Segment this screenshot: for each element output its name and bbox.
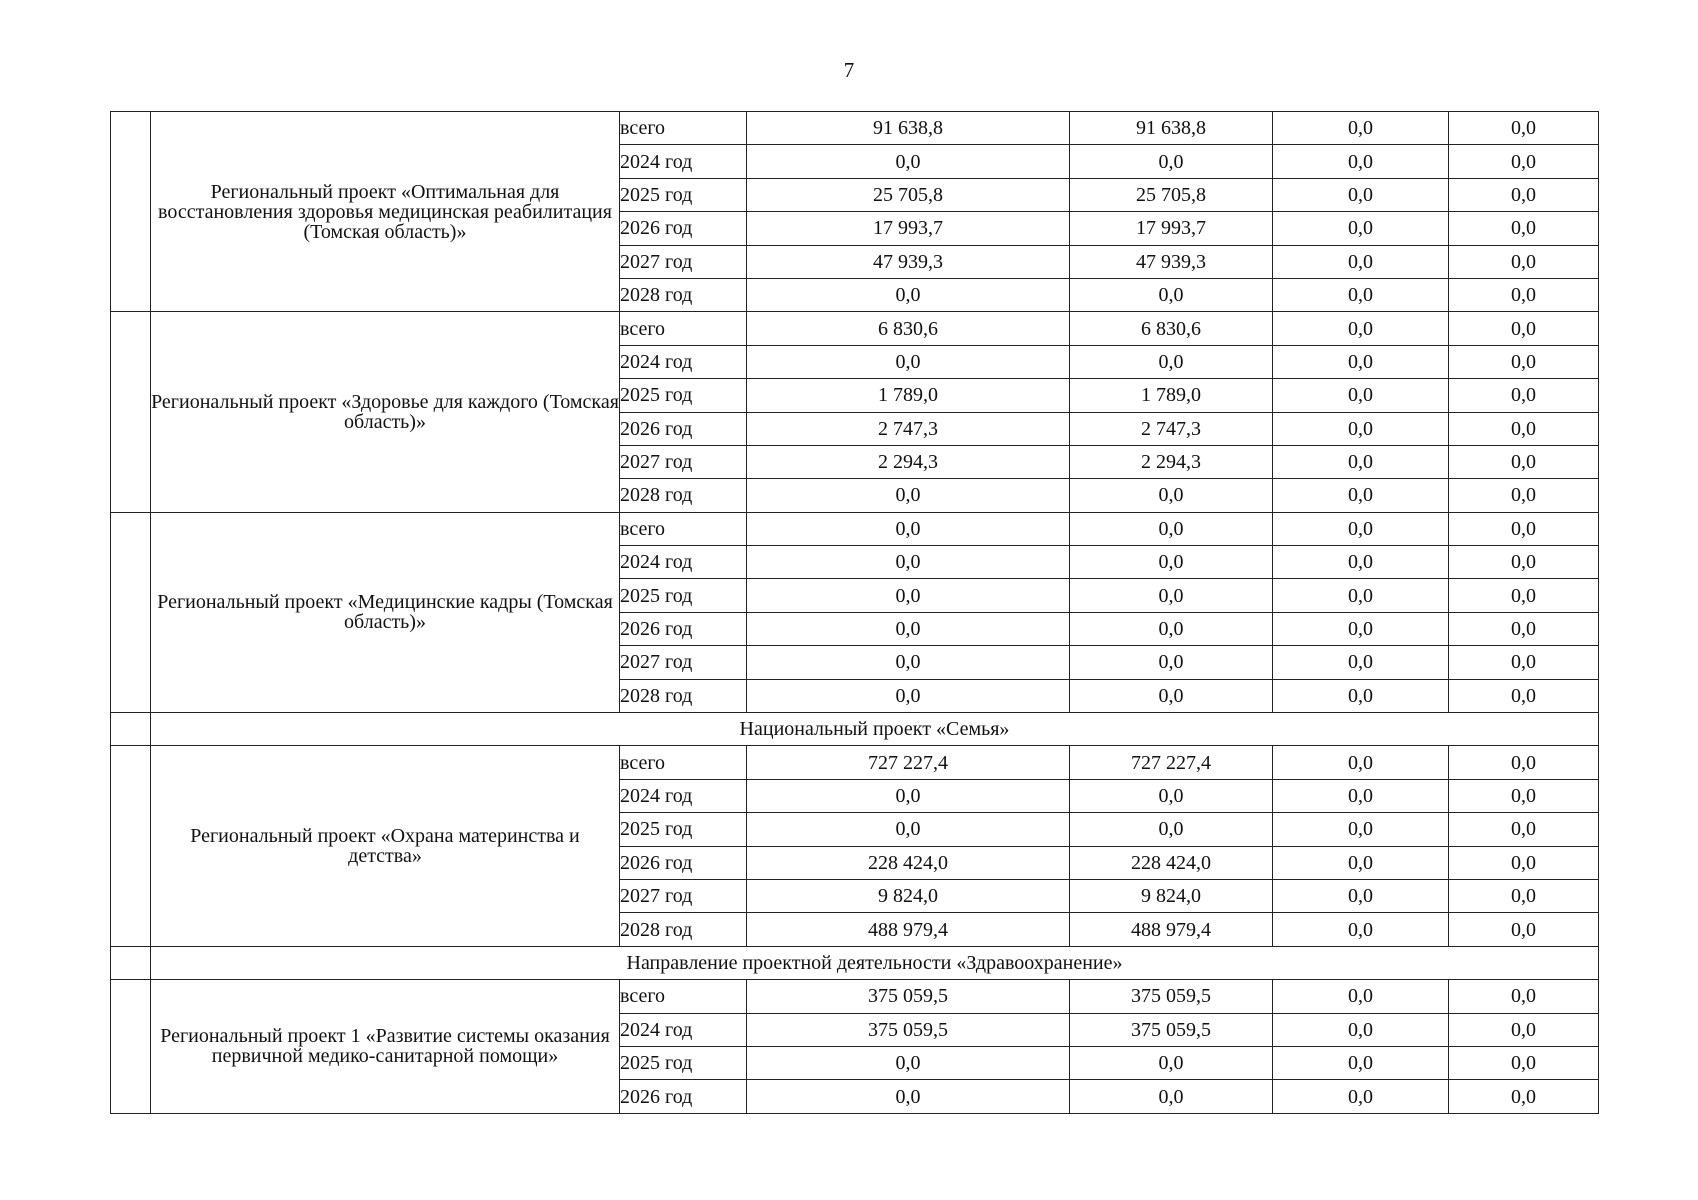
federal-budget-value: 0,0 bbox=[1273, 145, 1449, 178]
regional-budget-value: 0,0 bbox=[1070, 479, 1273, 512]
row-number-cell bbox=[111, 112, 151, 312]
row-number-cell bbox=[111, 713, 151, 746]
federal-budget-value: 0,0 bbox=[1273, 779, 1449, 812]
period-label: всего bbox=[620, 746, 747, 779]
regional-budget-value: 0,0 bbox=[1070, 779, 1273, 812]
period-label: 2026 год bbox=[620, 846, 747, 879]
total-value: 25 705,8 bbox=[747, 178, 1070, 211]
period-label: 2024 год bbox=[620, 1013, 747, 1046]
total-value: 2 747,3 bbox=[747, 412, 1070, 445]
regional-budget-value: 2 294,3 bbox=[1070, 445, 1273, 478]
other-sources-value: 0,0 bbox=[1449, 612, 1599, 645]
period-label: 2028 год bbox=[620, 278, 747, 311]
other-sources-value: 0,0 bbox=[1449, 846, 1599, 879]
period-label: 2027 год bbox=[620, 445, 747, 478]
period-label: всего bbox=[620, 312, 747, 345]
other-sources-value: 0,0 bbox=[1449, 579, 1599, 612]
other-sources-value: 0,0 bbox=[1449, 412, 1599, 445]
other-sources-value: 0,0 bbox=[1449, 1046, 1599, 1079]
period-label: 2026 год bbox=[620, 612, 747, 645]
total-value: 0,0 bbox=[747, 813, 1070, 846]
total-value: 375 059,5 bbox=[747, 1013, 1070, 1046]
regional-budget-value: 6 830,6 bbox=[1070, 312, 1273, 345]
other-sources-value: 0,0 bbox=[1449, 512, 1599, 545]
section-row bbox=[111, 946, 1599, 979]
project-name: Региональный проект «Медицинские кадры (Томская область)» bbox=[151, 512, 620, 712]
federal-budget-value: 0,0 bbox=[1273, 612, 1449, 645]
table-row bbox=[111, 512, 1599, 545]
other-sources-value: 0,0 bbox=[1449, 679, 1599, 712]
regional-budget-value: 91 638,8 bbox=[1070, 112, 1273, 145]
total-value: 9 824,0 bbox=[747, 879, 1070, 912]
funding-table bbox=[110, 111, 1599, 1114]
other-sources-value: 0,0 bbox=[1449, 879, 1599, 912]
federal-budget-value: 0,0 bbox=[1273, 913, 1449, 946]
row-number-cell bbox=[111, 980, 151, 1114]
other-sources-value: 0,0 bbox=[1449, 345, 1599, 378]
federal-budget-value: 0,0 bbox=[1273, 445, 1449, 478]
other-sources-value: 0,0 bbox=[1449, 1080, 1599, 1113]
federal-budget-value: 0,0 bbox=[1273, 245, 1449, 278]
period-label: 2025 год bbox=[620, 178, 747, 211]
period-label: 2028 год bbox=[620, 479, 747, 512]
total-value: 0,0 bbox=[747, 345, 1070, 378]
total-value: 0,0 bbox=[747, 679, 1070, 712]
period-label: 2027 год bbox=[620, 879, 747, 912]
other-sources-value: 0,0 bbox=[1449, 746, 1599, 779]
page-number: 7 bbox=[843, 58, 855, 82]
other-sources-value: 0,0 bbox=[1449, 379, 1599, 412]
federal-budget-value: 0,0 bbox=[1273, 980, 1449, 1013]
other-sources-value: 0,0 bbox=[1449, 212, 1599, 245]
total-value: 488 979,4 bbox=[747, 913, 1070, 946]
project-name: Региональный проект «Оптимальная для восстановления здоровья медицинская реабилитация (Томская область)» bbox=[151, 112, 620, 312]
total-value: 0,0 bbox=[747, 512, 1070, 545]
federal-budget-value: 0,0 bbox=[1273, 579, 1449, 612]
total-value: 0,0 bbox=[747, 1046, 1070, 1079]
other-sources-value: 0,0 bbox=[1449, 1013, 1599, 1046]
period-label: 2028 год bbox=[620, 913, 747, 946]
period-label: 2027 год bbox=[620, 646, 747, 679]
total-value: 0,0 bbox=[747, 1080, 1070, 1113]
row-number-cell bbox=[111, 946, 151, 979]
period-label: 2025 год bbox=[620, 1046, 747, 1079]
regional-budget-value: 17 993,7 bbox=[1070, 212, 1273, 245]
federal-budget-value: 0,0 bbox=[1273, 879, 1449, 912]
regional-budget-value: 0,0 bbox=[1070, 679, 1273, 712]
regional-budget-value: 488 979,4 bbox=[1070, 913, 1273, 946]
total-value: 0,0 bbox=[747, 612, 1070, 645]
total-value: 0,0 bbox=[747, 579, 1070, 612]
regional-budget-value: 0,0 bbox=[1070, 813, 1273, 846]
other-sources-value: 0,0 bbox=[1449, 779, 1599, 812]
table-body bbox=[111, 112, 1599, 1114]
federal-budget-value: 0,0 bbox=[1273, 1046, 1449, 1079]
federal-budget-value: 0,0 bbox=[1273, 813, 1449, 846]
total-value: 0,0 bbox=[747, 479, 1070, 512]
table-row bbox=[111, 746, 1599, 779]
period-label: 2026 год bbox=[620, 212, 747, 245]
period-label: всего bbox=[620, 512, 747, 545]
regional-budget-value: 2 747,3 bbox=[1070, 412, 1273, 445]
period-label: 2025 год bbox=[620, 813, 747, 846]
federal-budget-value: 0,0 bbox=[1273, 479, 1449, 512]
regional-budget-value: 9 824,0 bbox=[1070, 879, 1273, 912]
other-sources-value: 0,0 bbox=[1449, 145, 1599, 178]
federal-budget-value: 0,0 bbox=[1273, 312, 1449, 345]
regional-budget-value: 47 939,3 bbox=[1070, 245, 1273, 278]
regional-budget-value: 0,0 bbox=[1070, 278, 1273, 311]
total-value: 2 294,3 bbox=[747, 445, 1070, 478]
period-label: 2025 год bbox=[620, 379, 747, 412]
regional-budget-value: 0,0 bbox=[1070, 612, 1273, 645]
regional-budget-value: 25 705,8 bbox=[1070, 178, 1273, 211]
row-number-cell bbox=[111, 512, 151, 712]
table-row bbox=[111, 312, 1599, 345]
section-title: Национальный проект «Семья» bbox=[151, 713, 1599, 746]
total-value: 228 424,0 bbox=[747, 846, 1070, 879]
section-title: Направление проектной деятельности «Здравоохранение» bbox=[151, 946, 1599, 979]
federal-budget-value: 0,0 bbox=[1273, 846, 1449, 879]
period-label: всего bbox=[620, 980, 747, 1013]
federal-budget-value: 0,0 bbox=[1273, 345, 1449, 378]
period-label: 2028 год bbox=[620, 679, 747, 712]
other-sources-value: 0,0 bbox=[1449, 278, 1599, 311]
federal-budget-value: 0,0 bbox=[1273, 746, 1449, 779]
other-sources-value: 0,0 bbox=[1449, 445, 1599, 478]
regional-budget-value: 375 059,5 bbox=[1070, 980, 1273, 1013]
period-label: 2024 год bbox=[620, 779, 747, 812]
total-value: 0,0 bbox=[747, 278, 1070, 311]
regional-budget-value: 1 789,0 bbox=[1070, 379, 1273, 412]
period-label: 2024 год bbox=[620, 145, 747, 178]
regional-budget-value: 0,0 bbox=[1070, 1046, 1273, 1079]
period-label: 2024 год bbox=[620, 345, 747, 378]
period-label: 2024 год bbox=[620, 546, 747, 579]
period-label: 2026 год bbox=[620, 412, 747, 445]
project-name: Региональный проект «Охрана материнства и детства» bbox=[151, 746, 620, 946]
row-number-cell bbox=[111, 746, 151, 946]
table-row bbox=[111, 112, 1599, 145]
regional-budget-value: 228 424,0 bbox=[1070, 846, 1273, 879]
federal-budget-value: 0,0 bbox=[1273, 1080, 1449, 1113]
table-row bbox=[111, 980, 1599, 1013]
regional-budget-value: 0,0 bbox=[1070, 579, 1273, 612]
total-value: 0,0 bbox=[747, 779, 1070, 812]
total-value: 17 993,7 bbox=[747, 212, 1070, 245]
total-value: 1 789,0 bbox=[747, 379, 1070, 412]
total-value: 0,0 bbox=[747, 546, 1070, 579]
other-sources-value: 0,0 bbox=[1449, 112, 1599, 145]
other-sources-value: 0,0 bbox=[1449, 813, 1599, 846]
federal-budget-value: 0,0 bbox=[1273, 379, 1449, 412]
total-value: 47 939,3 bbox=[747, 245, 1070, 278]
other-sources-value: 0,0 bbox=[1449, 178, 1599, 211]
regional-budget-value: 0,0 bbox=[1070, 646, 1273, 679]
row-number-cell bbox=[111, 312, 151, 512]
federal-budget-value: 0,0 bbox=[1273, 112, 1449, 145]
project-name: Региональный проект 1 «Развитие системы оказания первичной медико-санитарной помощи» bbox=[151, 980, 620, 1114]
period-label: всего bbox=[620, 112, 747, 145]
other-sources-value: 0,0 bbox=[1449, 479, 1599, 512]
regional-budget-value: 375 059,5 bbox=[1070, 1013, 1273, 1046]
other-sources-value: 0,0 bbox=[1449, 646, 1599, 679]
total-value: 0,0 bbox=[747, 646, 1070, 679]
section-row bbox=[111, 713, 1599, 746]
project-name: Региональный проект «Здоровье для каждого (Томская область)» bbox=[151, 312, 620, 512]
regional-budget-value: 0,0 bbox=[1070, 145, 1273, 178]
other-sources-value: 0,0 bbox=[1449, 245, 1599, 278]
federal-budget-value: 0,0 bbox=[1273, 546, 1449, 579]
federal-budget-value: 0,0 bbox=[1273, 178, 1449, 211]
federal-budget-value: 0,0 bbox=[1273, 1013, 1449, 1046]
period-label: 2027 год bbox=[620, 245, 747, 278]
regional-budget-value: 0,0 bbox=[1070, 546, 1273, 579]
other-sources-value: 0,0 bbox=[1449, 546, 1599, 579]
total-value: 0,0 bbox=[747, 145, 1070, 178]
total-value: 375 059,5 bbox=[747, 980, 1070, 1013]
other-sources-value: 0,0 bbox=[1449, 980, 1599, 1013]
total-value: 727 227,4 bbox=[747, 746, 1070, 779]
regional-budget-value: 0,0 bbox=[1070, 512, 1273, 545]
regional-budget-value: 0,0 bbox=[1070, 345, 1273, 378]
regional-budget-value: 727 227,4 bbox=[1070, 746, 1273, 779]
total-value: 6 830,6 bbox=[747, 312, 1070, 345]
regional-budget-value: 0,0 bbox=[1070, 1080, 1273, 1113]
other-sources-value: 0,0 bbox=[1449, 913, 1599, 946]
federal-budget-value: 0,0 bbox=[1273, 646, 1449, 679]
federal-budget-value: 0,0 bbox=[1273, 679, 1449, 712]
federal-budget-value: 0,0 bbox=[1273, 212, 1449, 245]
total-value: 91 638,8 bbox=[747, 112, 1070, 145]
federal-budget-value: 0,0 bbox=[1273, 412, 1449, 445]
period-label: 2025 год bbox=[620, 579, 747, 612]
federal-budget-value: 0,0 bbox=[1273, 512, 1449, 545]
federal-budget-value: 0,0 bbox=[1273, 278, 1449, 311]
other-sources-value: 0,0 bbox=[1449, 312, 1599, 345]
period-label: 2026 год bbox=[620, 1080, 747, 1113]
